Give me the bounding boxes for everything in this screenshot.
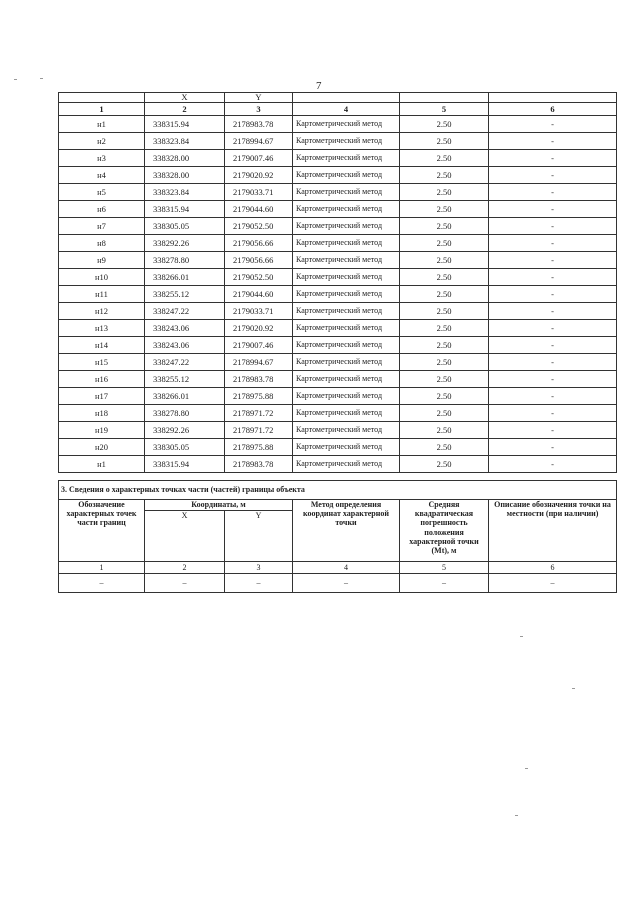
description: - [489,286,617,303]
point-name: н11 [59,286,145,303]
mt-value: 2.50 [400,456,489,473]
description: - [489,167,617,184]
empty-cell: – [59,574,145,593]
header-row-axes [59,93,617,103]
y-coordinate: 2179044.60 [225,201,293,218]
method: Картометрический метод [293,201,400,218]
method: Картометрический метод [293,456,400,473]
col-num: 5 [400,562,489,574]
y-coordinate: 2178971.72 [225,422,293,439]
mt-value: 2.50 [400,116,489,133]
axis-header-cell [400,93,489,103]
description: - [489,116,617,133]
method: Картометрический метод [293,320,400,337]
x-header: X [145,511,225,562]
mt-value: 2.50 [400,354,489,371]
x-coordinate: 338247.22 [145,303,225,320]
y-coordinate: 2178983.78 [225,456,293,473]
mt-value: 2.50 [400,286,489,303]
point-name: н4 [59,167,145,184]
x-coordinate: 338243.06 [145,337,225,354]
method: Картометрический метод [293,354,400,371]
column-number-cell: 6 [489,103,617,116]
empty-cell: – [225,574,293,593]
y-coordinate: 2179033.71 [225,184,293,201]
y-coordinate: 2179020.92 [225,167,293,184]
scan-speck [572,688,575,689]
method-header: Метод определения координат характерной точки [293,500,400,562]
x-coordinate: 338323.84 [145,184,225,201]
y-coordinate: 2178983.78 [225,116,293,133]
col-num: 6 [489,562,617,574]
coords-header: Координаты, м [145,500,293,511]
method: Картометрический метод [293,218,400,235]
table-row [59,150,617,167]
method: Картометрический метод [293,371,400,388]
x-coordinate: 338315.94 [145,201,225,218]
page-number: 7 [316,80,322,92]
scan-speck [525,768,528,769]
point-designation-header: Обозначение характерных точек части границ [59,500,145,562]
point-name: н3 [59,150,145,167]
point-name: н9 [59,252,145,269]
table-row [59,201,617,218]
table-row [59,405,617,422]
point-name: н15 [59,354,145,371]
col-num: 4 [293,562,400,574]
description: - [489,150,617,167]
description: - [489,201,617,218]
table-row [59,439,617,456]
method: Картометрический метод [293,116,400,133]
description: - [489,371,617,388]
y-coordinate: 2178983.78 [225,371,293,388]
col-num: 2 [145,562,225,574]
method: Картометрический метод [293,422,400,439]
method: Картометрический метод [293,184,400,201]
point-name: н7 [59,218,145,235]
x-coordinate: 338255.12 [145,371,225,388]
scan-speck [520,636,523,637]
table-row [59,286,617,303]
description: - [489,235,617,252]
y-coordinate: 2179056.66 [225,252,293,269]
mt-value: 2.50 [400,133,489,150]
mt-value: 2.50 [400,218,489,235]
x-coordinate: 338323.84 [145,133,225,150]
method: Картометрический метод [293,252,400,269]
scan-speck [14,79,17,80]
method: Картометрический метод [293,269,400,286]
table-row [59,252,617,269]
x-coordinate: 338278.80 [145,252,225,269]
description: - [489,354,617,371]
description: - [489,405,617,422]
mt-value: 2.50 [400,422,489,439]
table-row [59,422,617,439]
mt-value: 2.50 [400,269,489,286]
table-row [59,235,617,252]
y-coordinate: 2179033.71 [225,303,293,320]
mt-value: 2.50 [400,184,489,201]
mt-value: 2.50 [400,388,489,405]
y-coordinate: 2178975.88 [225,388,293,405]
header-row-numbers [59,103,617,116]
method: Картометрический метод [293,303,400,320]
table-row [59,388,617,405]
method: Картометрический метод [293,150,400,167]
description: - [489,439,617,456]
mt-value: 2.50 [400,201,489,218]
table-row [59,456,617,473]
point-name: н12 [59,303,145,320]
mt-value: 2.50 [400,439,489,456]
x-coordinate: 338292.26 [145,235,225,252]
empty-cell: – [293,574,400,593]
axis-header-cell [293,93,400,103]
description: - [489,388,617,405]
column-number-cell: 3 [225,103,293,116]
point-name: н8 [59,235,145,252]
table-row [59,320,617,337]
table-row [59,184,617,201]
description-header: Описание обозначения точки на местности (при наличии) [489,500,617,562]
point-name: н13 [59,320,145,337]
axis-header-cell: Y [225,93,293,103]
description: - [489,456,617,473]
section3-table [58,480,617,593]
method: Картометрический метод [293,286,400,303]
description: - [489,422,617,439]
point-name: н17 [59,388,145,405]
point-name: н5 [59,184,145,201]
y-header: Y [225,511,293,562]
table-row [59,167,617,184]
y-coordinate: 2179052.50 [225,269,293,286]
point-name: н6 [59,201,145,218]
y-coordinate: 2178975.88 [225,439,293,456]
mt-value: 2.50 [400,303,489,320]
points-table [58,92,617,473]
y-coordinate: 2178971.72 [225,405,293,422]
col-num: 1 [59,562,145,574]
mt-value: 2.50 [400,252,489,269]
table-row [59,303,617,320]
y-coordinate: 2179020.92 [225,320,293,337]
description: - [489,320,617,337]
method: Картометрический метод [293,388,400,405]
method: Картометрический метод [293,235,400,252]
table-row [59,269,617,286]
x-coordinate: 338243.06 [145,320,225,337]
y-coordinate: 2179044.60 [225,286,293,303]
x-coordinate: 338255.12 [145,286,225,303]
x-coordinate: 338315.94 [145,456,225,473]
y-coordinate: 2179007.46 [225,337,293,354]
x-coordinate: 338305.05 [145,439,225,456]
y-coordinate: 2179056.66 [225,235,293,252]
x-coordinate: 338328.00 [145,150,225,167]
table-row [59,218,617,235]
y-coordinate: 2179052.50 [225,218,293,235]
empty-cell: – [400,574,489,593]
y-coordinate: 2179007.46 [225,150,293,167]
description: - [489,133,617,150]
x-coordinate: 338247.22 [145,354,225,371]
x-coordinate: 338266.01 [145,388,225,405]
point-name: н14 [59,337,145,354]
scan-speck [515,815,518,816]
method: Картометрический метод [293,337,400,354]
mt-value: 2.50 [400,320,489,337]
x-coordinate: 338328.00 [145,167,225,184]
point-name: н2 [59,133,145,150]
point-name: н19 [59,422,145,439]
axis-header-cell: X [145,93,225,103]
mt-header: Средняя квадратическая погрешность положения характерной точки (Mt), м [400,500,489,562]
x-coordinate: 338292.26 [145,422,225,439]
description: - [489,269,617,286]
mt-value: 2.50 [400,235,489,252]
x-coordinate: 338315.94 [145,116,225,133]
y-coordinate: 2178994.67 [225,354,293,371]
mt-value: 2.50 [400,337,489,354]
column-number-cell: 4 [293,103,400,116]
mt-value: 2.50 [400,150,489,167]
method: Картометрический метод [293,133,400,150]
scan-speck [40,78,43,79]
description: - [489,184,617,201]
table-row [59,371,617,388]
x-coordinate: 338266.01 [145,269,225,286]
column-number-cell: 2 [145,103,225,116]
x-coordinate: 338305.05 [145,218,225,235]
empty-cell: – [489,574,617,593]
empty-cell: – [145,574,225,593]
table-row [59,337,617,354]
point-name: н20 [59,439,145,456]
column-number-cell: 5 [400,103,489,116]
mt-value: 2.50 [400,405,489,422]
point-name: н1 [59,116,145,133]
y-coordinate: 2178994.67 [225,133,293,150]
axis-header-cell [59,93,145,103]
table-row [59,354,617,371]
col-num: 3 [225,562,293,574]
point-name: н1 [59,456,145,473]
axis-header-cell [489,93,617,103]
x-coordinate: 338278.80 [145,405,225,422]
mt-value: 2.50 [400,371,489,388]
description: - [489,252,617,269]
method: Картометрический метод [293,167,400,184]
method: Картометрический метод [293,405,400,422]
section3-title: 3. Сведения о характерных точках части (частей) границы объекта [59,481,617,500]
point-name: н16 [59,371,145,388]
point-name: н10 [59,269,145,286]
description: - [489,218,617,235]
table-row [59,116,617,133]
method: Картометрический метод [293,439,400,456]
mt-value: 2.50 [400,167,489,184]
point-name: н18 [59,405,145,422]
description: - [489,337,617,354]
description: - [489,303,617,320]
column-number-cell: 1 [59,103,145,116]
table-row [59,133,617,150]
